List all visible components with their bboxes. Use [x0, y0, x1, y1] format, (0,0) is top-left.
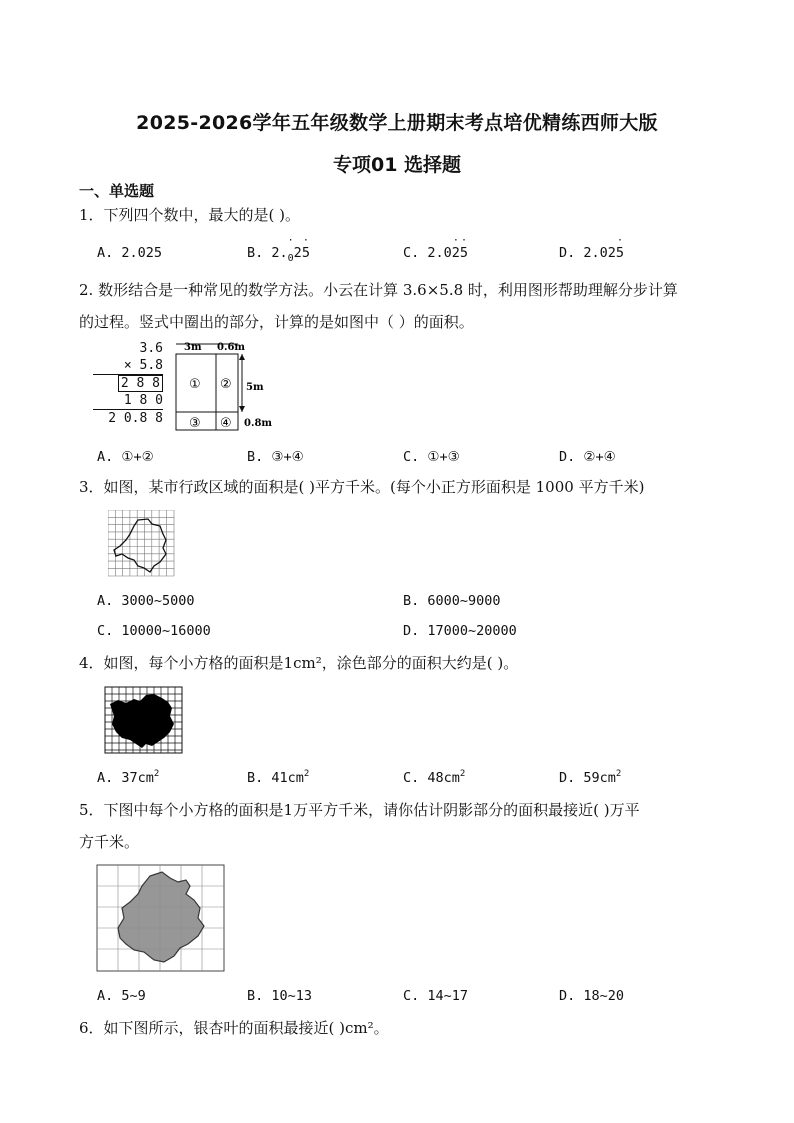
vertical-row-4: 1 8 0	[93, 392, 163, 410]
q4-option-b-text: B. 41cm	[247, 770, 304, 786]
q4-option-c-sup: 2	[459, 769, 466, 779]
region-2-label: ②	[220, 377, 232, 392]
question-4-text: 4．如图，每个小方格的面积是1cm²，涂色部分的面积大约是( )。	[79, 654, 519, 672]
vertical-row-2: × 5.8	[93, 357, 163, 375]
q1-option-b	[247, 235, 310, 264]
label-5m: 5m	[246, 382, 264, 393]
q5-option-b: B. 10~13	[247, 988, 313, 1004]
q1-option-a: A. 2.025	[97, 245, 163, 261]
page-subtitle: 专项01 选择题	[332, 154, 462, 176]
q3-option-d: D. 17000~20000	[403, 623, 517, 639]
q1-option-d	[559, 235, 625, 261]
vertical-row-3-boxed: 2 8 8	[118, 375, 163, 392]
question-5-line-2: 方千米。	[79, 833, 140, 851]
q1-b-digit-2: 2	[293, 245, 302, 261]
q4-option-b-sup: 2	[303, 769, 310, 779]
section-heading: 一、单选题	[79, 182, 155, 200]
q1-option-c	[403, 235, 469, 261]
q4-option-a	[97, 770, 159, 786]
question-6-text: 6．如下图所示，银杏叶的面积最接近( )cm²。	[79, 1019, 389, 1037]
label-0-6m: 0.6m	[217, 342, 245, 353]
shaded-area-grid-figure	[104, 686, 184, 756]
vertical-row-3-wrap	[93, 375, 163, 392]
area-model-diagram	[172, 338, 282, 436]
city-region-grid-figure	[108, 510, 178, 578]
q5-option-a: A. 5~9	[97, 988, 146, 1004]
map-shaded-grid-figure	[96, 864, 226, 974]
q2-option-c: C. ①+③	[403, 449, 460, 465]
vertical-row-5: 2 0.8 8	[108, 411, 163, 426]
q1-d-digit-1: · 5	[615, 235, 625, 261]
q1-b-digit-3: · 5	[301, 235, 310, 261]
q4-option-d-sup: 2	[615, 769, 622, 779]
q3-option-b: B. 6000~9000	[403, 593, 501, 609]
q1-option-d-prefix: D. 2.02	[559, 245, 616, 261]
region-4-label: ④	[220, 416, 232, 431]
q2-option-a: A. ①+②	[97, 449, 154, 465]
q4-option-c	[403, 770, 465, 786]
question-2-line-1: 2. 数形结合是一种常见的数学方法。小云在计算 3.6×5.8 时，利用图形帮助理解分步计算	[79, 281, 678, 299]
q3-option-c: C. 10000~16000	[97, 623, 211, 639]
question-1-text: 1．下列四个数中，最大的是( )。	[79, 206, 301, 224]
q2-option-b: B. ③+④	[247, 449, 304, 465]
q4-option-d-text: D. 59cm	[559, 770, 616, 786]
region-1-label: ①	[189, 377, 201, 392]
q5-option-d: D. 18~20	[559, 988, 625, 1004]
q4-option-b	[247, 770, 309, 786]
q1-option-c-prefix: C. 2.0	[403, 245, 452, 261]
q1-b-digit-1: · $_0$	[287, 235, 294, 264]
q4-option-c-text: C. 48cm	[403, 770, 460, 786]
q3-option-a: A. 3000~5000	[97, 593, 195, 609]
q4-option-a-sup: 2	[153, 769, 160, 779]
page-title: 2025-2026学年五年级数学上册期末考点培优精练西师大版	[136, 112, 658, 134]
q1-c-digit-2: · 5	[459, 235, 469, 261]
q5-option-c: C. 14~17	[403, 988, 469, 1004]
q1-option-b-prefix: B. 2.	[247, 245, 288, 261]
question-2-line-2: 的过程。竖式中圈出的部分，计算的是如图中（ ）的面积。	[79, 313, 474, 331]
question-5-line-1: 5．下图中每个小方格的面积是1万平方千米，请你估计阴影部分的面积最接近( )万平	[79, 801, 640, 819]
question-3-text: 3．如图，某市行政区域的面积是( )平方千米。(每个小正方形面积是 1000 平方千米)	[79, 478, 645, 496]
q4-option-a-text: A. 37cm	[97, 770, 154, 786]
q1-c-digit-1: · 2	[451, 235, 460, 261]
label-0-8m: 0.8m	[244, 418, 272, 429]
q2-option-d: D. ②+④	[559, 449, 616, 465]
label-3m: 3m	[184, 342, 202, 353]
vertical-multiplication	[93, 340, 163, 427]
vertical-row-1: 3.6	[139, 341, 163, 356]
region-3-label: ③	[189, 416, 201, 431]
q4-option-d	[559, 770, 621, 786]
